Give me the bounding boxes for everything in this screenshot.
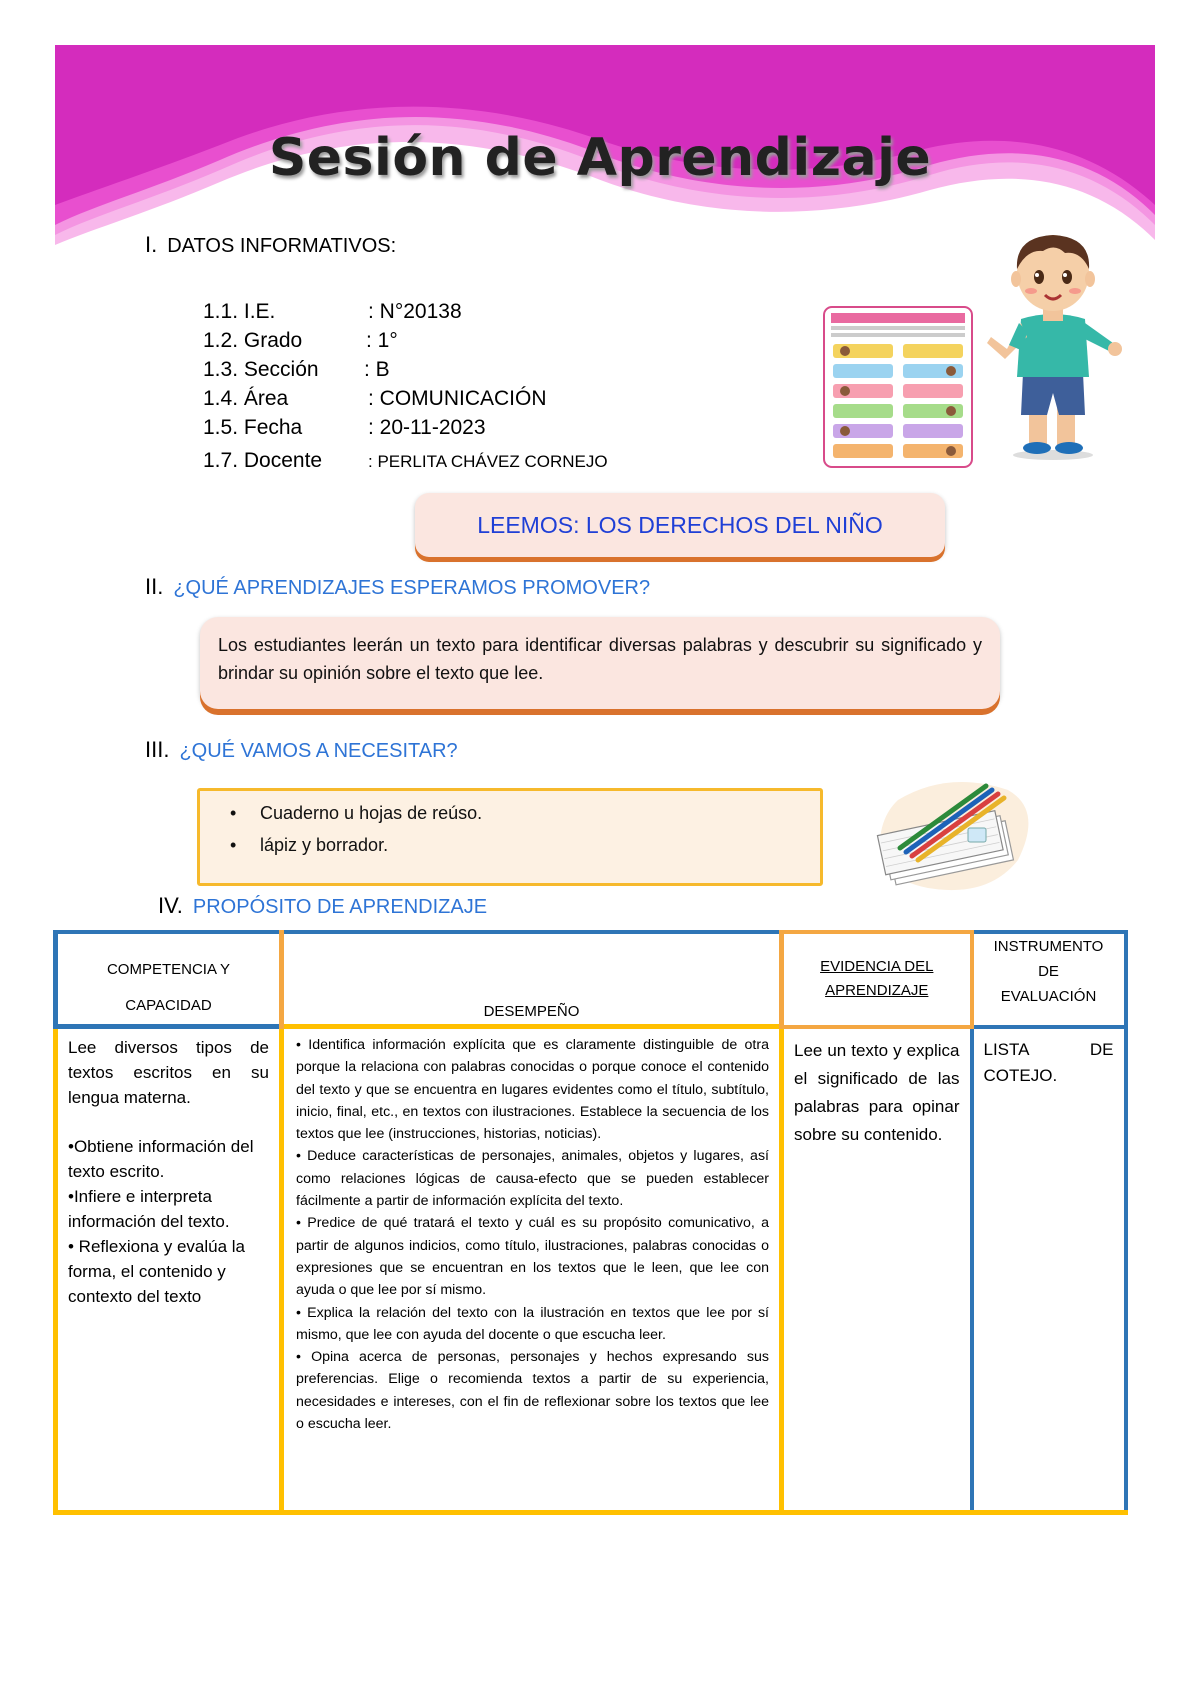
desempeno-item: • Identifica información explícita que es claramente distinguible de otra porque la relaciona con palabras conocidas o porque conoce el contenido del texto y que se encuentra en lugares evidentes como el título, subtítulo, inicio, final, etc., en textos con ilustraciones. Establece la secuencia de los textos que lee (instrucciones, historias, noticias). xyxy=(296,1037,769,1143)
header-desempeno xyxy=(282,932,782,1027)
desempeno-item: • Explica la relación del texto con la ilustración en textos que lee por sí mismo, que lee con ayuda del docente o que escucha leer. xyxy=(296,1304,769,1343)
datos-label: 1.2. Grado xyxy=(203,329,303,352)
material-text: lápiz y borrador. xyxy=(260,835,389,855)
material-text: Cuaderno u hojas de reúso. xyxy=(260,803,483,823)
boy-illustration xyxy=(985,233,1125,461)
section-numeral: II. xyxy=(145,574,164,599)
poster-thumbnail-image xyxy=(823,306,973,468)
materials-box xyxy=(197,788,823,886)
competencia-text: Lee diversos tipos de textos escritos en su lengua materna. xyxy=(68,1038,269,1107)
section-numeral: I. xyxy=(145,232,158,257)
desempeno-item: • Deduce características de personajes, animales, objetos y lugares, así como relaciones lógicas de causa-efecto que se pueden establecer fácilmente a partir de información explícita del texto. xyxy=(296,1148,769,1210)
capacidad-item: • Reflexiona y evalúa la forma, el contenido y contexto del texto xyxy=(68,1237,245,1306)
desempeno-item: • Predice de qué tratará el texto y cuál es su propósito comunicativo, a partir de algunos indicios, como título, ilustraciones, palabras conocidas o expresiones que se encuentran en los textos que le leen, que lee con ayuda o que lee por sí mismo. xyxy=(296,1215,769,1299)
header-instrumento-line1: INSTRUMENTO xyxy=(993,938,1104,955)
capacidad-item: •Obtiene información del texto escrito. xyxy=(68,1137,254,1181)
header-instrumento-line3: EVALUACIÓN xyxy=(1000,988,1097,1005)
datos-value: : PERLITA CHÁVEZ CORNEJO xyxy=(368,452,608,471)
datos-value: : 1° xyxy=(366,329,398,352)
instrumento-line xyxy=(984,1037,1114,1063)
session-title-box xyxy=(415,493,945,557)
section-necesitar-heading xyxy=(145,737,458,763)
header-evidencia-line2: APRENDIZAJE xyxy=(825,982,929,1000)
header-desempeno-label: DESEMPEÑO xyxy=(483,1003,580,1020)
cell-desempeno xyxy=(282,1027,782,1513)
header-competencia-line2: CAPACIDAD xyxy=(125,997,212,1014)
datos-value: : COMUNICACIÓN xyxy=(368,387,547,410)
datos-value: : B xyxy=(364,358,390,381)
capacidad-item: •Infiere e interpreta información del texto. xyxy=(68,1187,230,1231)
material-item xyxy=(230,835,388,856)
cell-instrumento xyxy=(972,1027,1126,1513)
objective-box xyxy=(200,617,1000,709)
cell-evidencia xyxy=(782,1027,972,1513)
instrumento-word: DE xyxy=(1089,1039,1114,1059)
header-instrumento xyxy=(972,932,1126,1027)
bullet: • xyxy=(230,835,237,855)
section-proposito-heading xyxy=(158,893,487,919)
datos-label: 1.3. Sección xyxy=(203,358,319,381)
header-evidencia-line1: EVIDENCIA DEL xyxy=(820,958,934,976)
header-competencia xyxy=(56,932,282,1027)
evidencia-text: Lee un texto y explica el significado de las palabras para opinar sobre su contenido. xyxy=(794,1040,960,1144)
section-title: DATOS INFORMATIVOS: xyxy=(167,235,397,257)
section-numeral: IV. xyxy=(158,893,183,918)
header-competencia-line1: COMPETENCIA Y xyxy=(106,961,231,978)
purpose-table xyxy=(53,930,1128,1515)
session-title: LEEMOS: LOS DERECHOS DEL NIÑO xyxy=(477,511,883,538)
datos-label: 1.1. I.E. xyxy=(203,300,276,323)
cell-competencia xyxy=(56,1027,282,1513)
bullet: • xyxy=(230,803,237,823)
section-title: ¿QUÉ APRENDIZAJES ESPERAMOS PROMOVER? xyxy=(173,577,651,599)
datos-label: 1.4. Área xyxy=(203,387,289,410)
section-title: PROPÓSITO DE APRENDIZAJE xyxy=(192,896,488,918)
datos-value: : 20-11-2023 xyxy=(368,416,486,439)
page-title: Sesión de Aprendizaje xyxy=(268,128,932,188)
datos-label: 1.7. Docente xyxy=(203,449,323,472)
material-item xyxy=(230,803,482,824)
notebook-pencils-illustration xyxy=(868,770,1038,898)
section-title: ¿QUÉ VAMOS A NECESITAR? xyxy=(179,740,458,762)
datos-label: 1.5. Fecha xyxy=(203,416,303,439)
instrumento-word: LISTA xyxy=(983,1039,1030,1059)
header-instrumento-line2: DE xyxy=(1038,963,1059,980)
section-numeral: III. xyxy=(145,737,170,762)
section-datos-heading xyxy=(145,232,396,258)
section-aprendizajes-heading xyxy=(145,574,650,600)
datos-value: : N°20138 xyxy=(368,300,462,323)
objective-text: Los estudiantes leerán un texto para identificar diversas palabras y descubrir su significado y brindar su opinión sobre el texto que lee. xyxy=(218,635,982,683)
desempeno-item: • Opina acerca de personas, personajes y hechos expresando sus preferencias. Elige o recomienda textos a partir de su experiencia, necesidades e intereses, con el fin de reflexionar sobre los textos que lee o escucha leer. xyxy=(296,1349,769,1433)
instrumento-rest: COTEJO. xyxy=(983,1065,1058,1085)
header-evidencia xyxy=(782,932,972,1027)
